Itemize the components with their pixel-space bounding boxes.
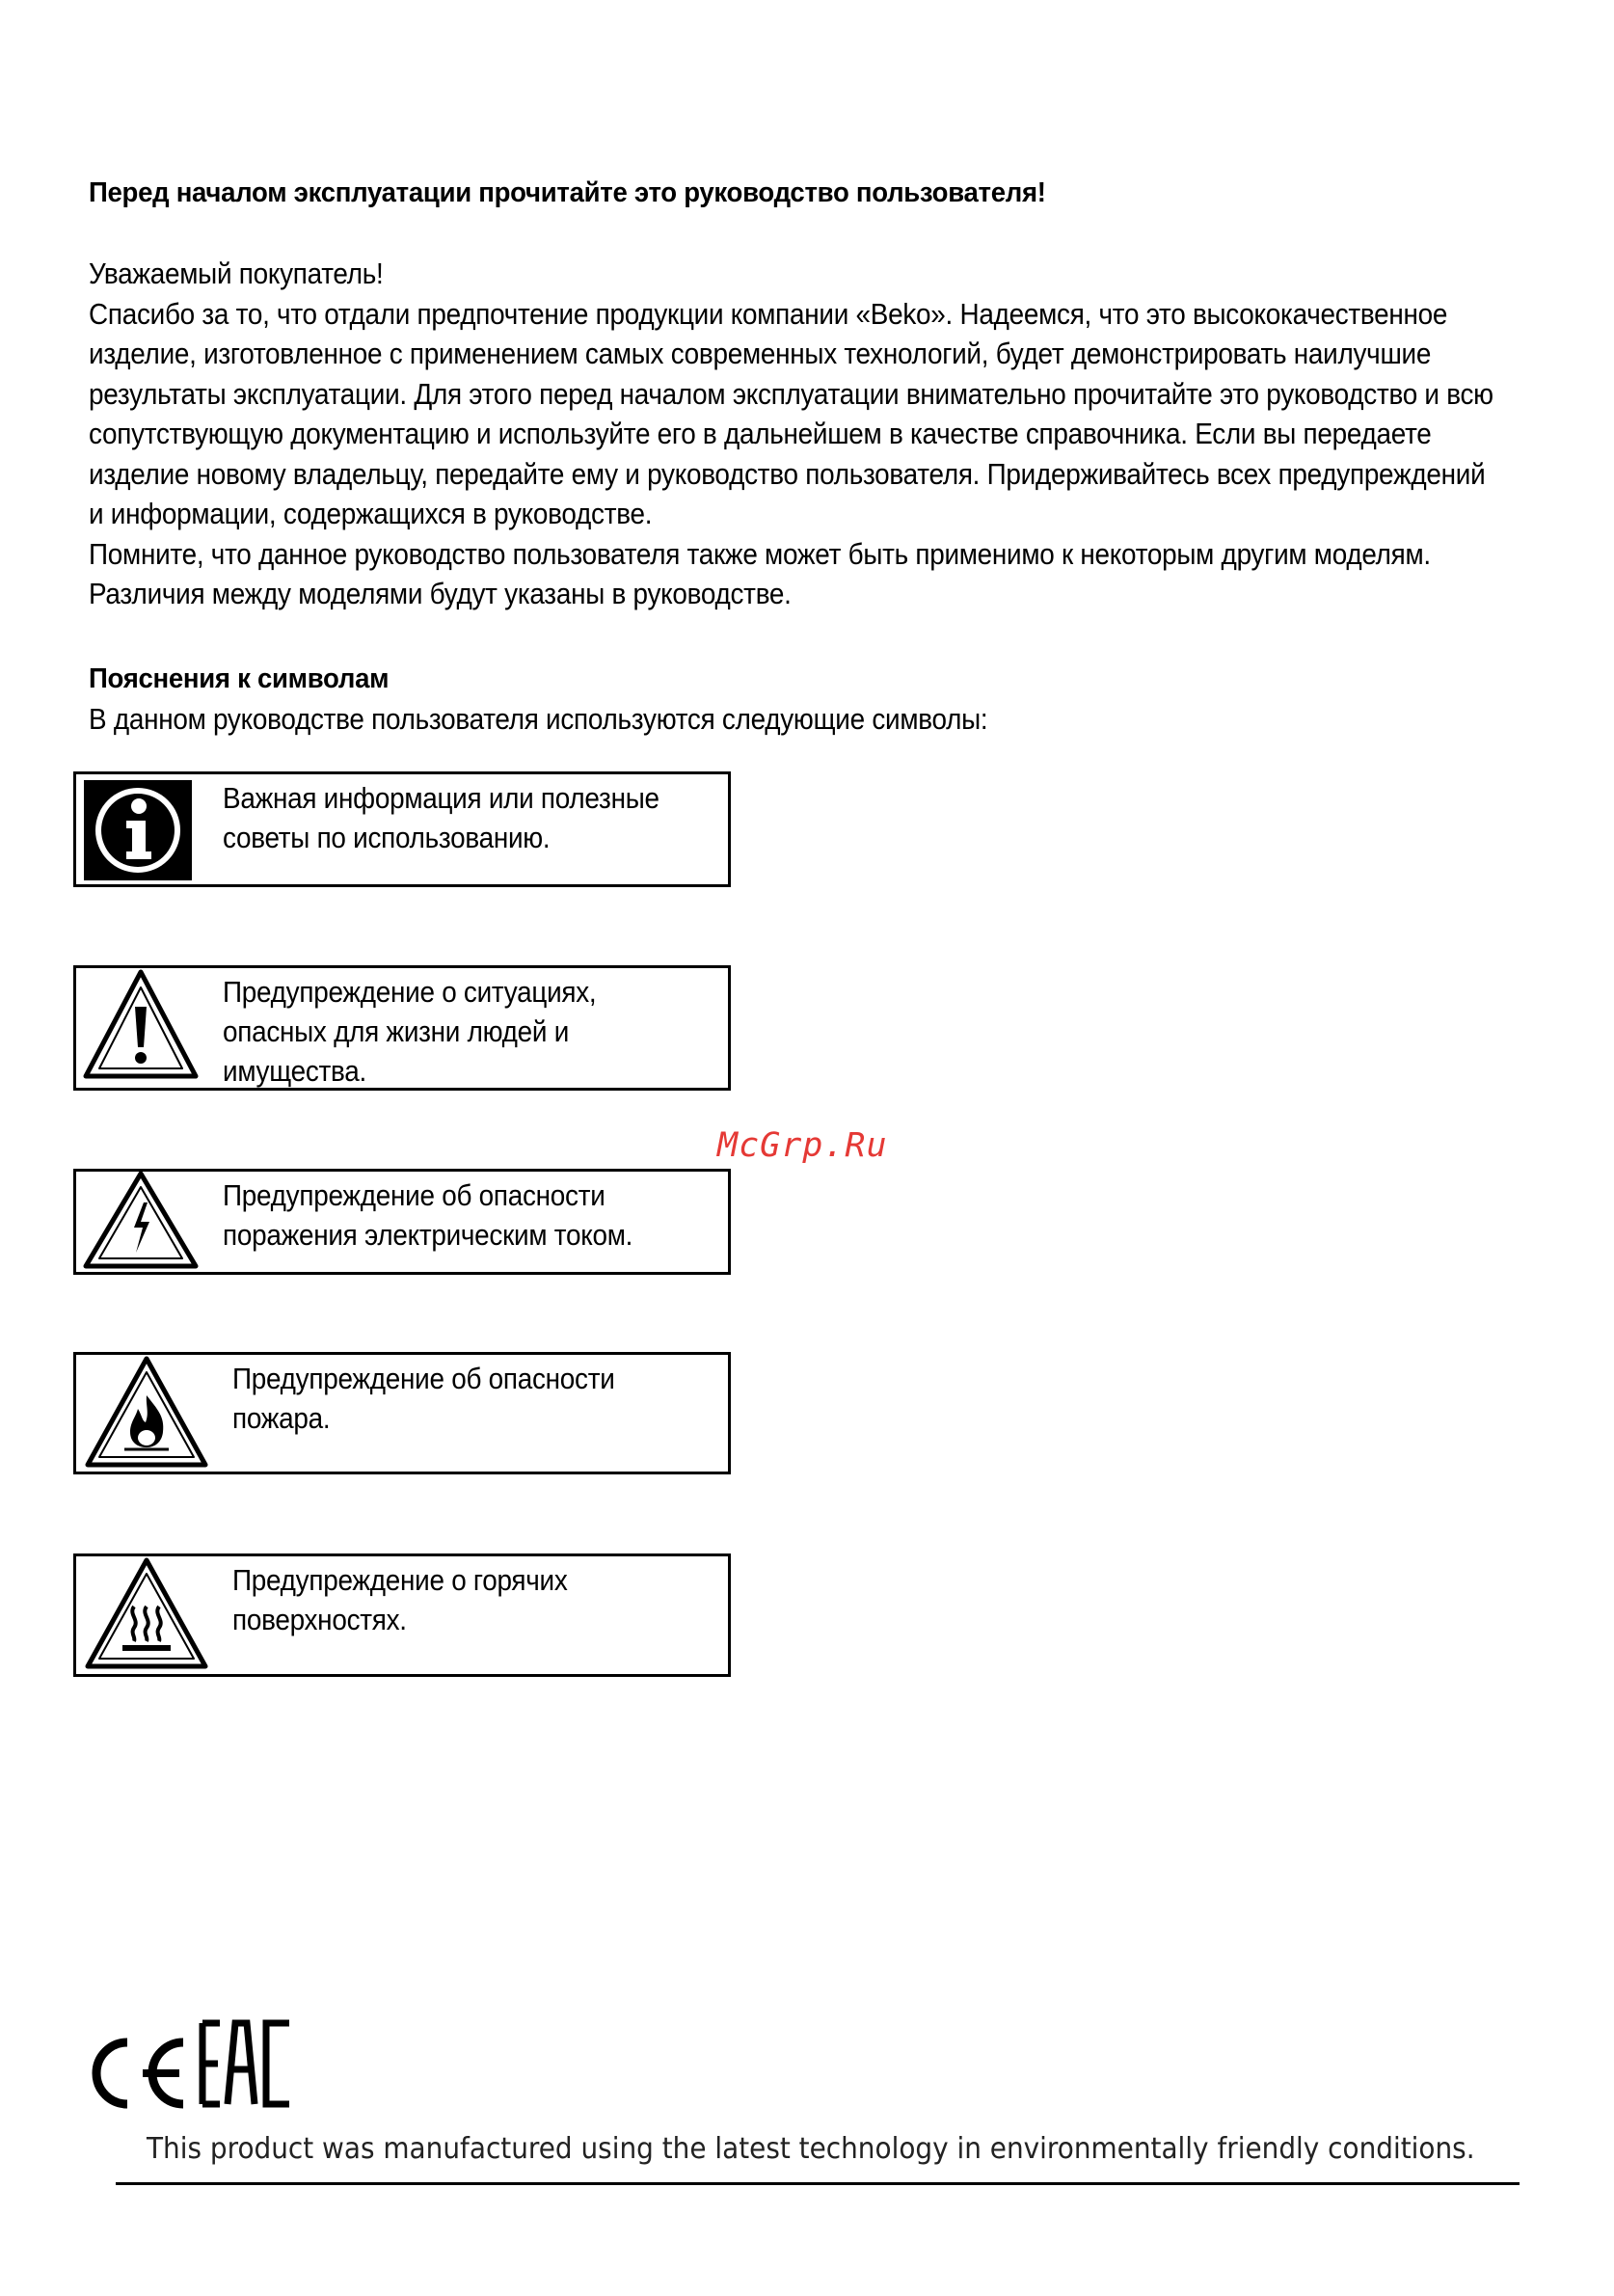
symbol-line: имущества.	[223, 1054, 367, 1088]
info-icon	[82, 778, 194, 887]
intro-paragraph-2: Помните, что данное руководство пользователя также может быть применимо к некоторым другим моделям. Различия между моделями будут указаны в руководстве.	[89, 536, 1431, 610]
symbol-text-fire	[232, 1359, 615, 1438]
symbols-intro: В данном руководстве пользователя используются следующие символы:	[89, 702, 988, 736]
page-heading: Перед началом эксплуатации прочитайте это руководство пользователя!	[89, 177, 1046, 208]
symbol-text-electric	[223, 1175, 632, 1255]
ce-eac-logo	[87, 2015, 299, 2112]
symbol-line: Предупреждение об опасности	[223, 1178, 605, 1212]
watermark: McGrp.Ru	[717, 1126, 888, 1165]
symbol-line: Предупреждение о горячих	[232, 1563, 568, 1597]
symbol-line: Предупреждение о ситуациях,	[223, 975, 597, 1009]
symbol-line: пожара.	[232, 1401, 331, 1435]
symbol-box-warning	[73, 965, 731, 1091]
greeting: Уважаемый покупатель!	[89, 257, 384, 290]
fire-icon	[82, 1353, 211, 1477]
symbol-box-hot-surface	[73, 1553, 731, 1677]
symbol-box-electric	[73, 1169, 731, 1275]
symbol-line: поверхностях.	[232, 1603, 407, 1636]
electric-shock-icon	[82, 1170, 200, 1277]
symbol-box-fire	[73, 1352, 731, 1474]
footer-divider	[116, 2182, 1520, 2185]
symbol-line: советы по использованию.	[223, 821, 551, 854]
intro-text	[89, 254, 1494, 614]
footer-statement: This product was manufactured using the latest technology in environmentally friendly conditions.	[147, 2132, 1475, 2166]
hot-surface-icon	[82, 1554, 211, 1679]
warning-icon	[82, 966, 200, 1091]
symbol-text-info	[223, 778, 659, 857]
intro-paragraph-1: Спасибо за то, что отдали предпочтение продукции компании «Beko». Надеемся, что это высококачественное изделие, изготовленное с применением самых современных технологий, будет демонстрировать наилучшие результаты эксплуатации. Для этого перед началом эксплуатации внимательно прочитайте это руководство и всю сопутствующую документацию и используйте его в дальнейшем в качестве справочника. Если вы передаете изделие новому владельцу, передайте ему и руководство пользователя. Придерживайтесь всех предупреждений и информации, содержащихся в руководстве.	[89, 296, 1493, 530]
symbol-line: Важная информация или полезные	[223, 781, 659, 815]
symbol-box-info	[73, 771, 731, 887]
symbol-text-warning	[223, 972, 596, 1091]
symbols-title: Пояснения к символам	[89, 663, 390, 694]
symbol-line: опасных для жизни людей и	[223, 1014, 570, 1048]
certification-marks	[87, 2015, 299, 2117]
symbol-line: Предупреждение об опасности	[232, 1362, 615, 1395]
symbol-text-hot-surface	[232, 1560, 568, 1639]
symbol-line: поражения электрическим током.	[223, 1218, 633, 1252]
